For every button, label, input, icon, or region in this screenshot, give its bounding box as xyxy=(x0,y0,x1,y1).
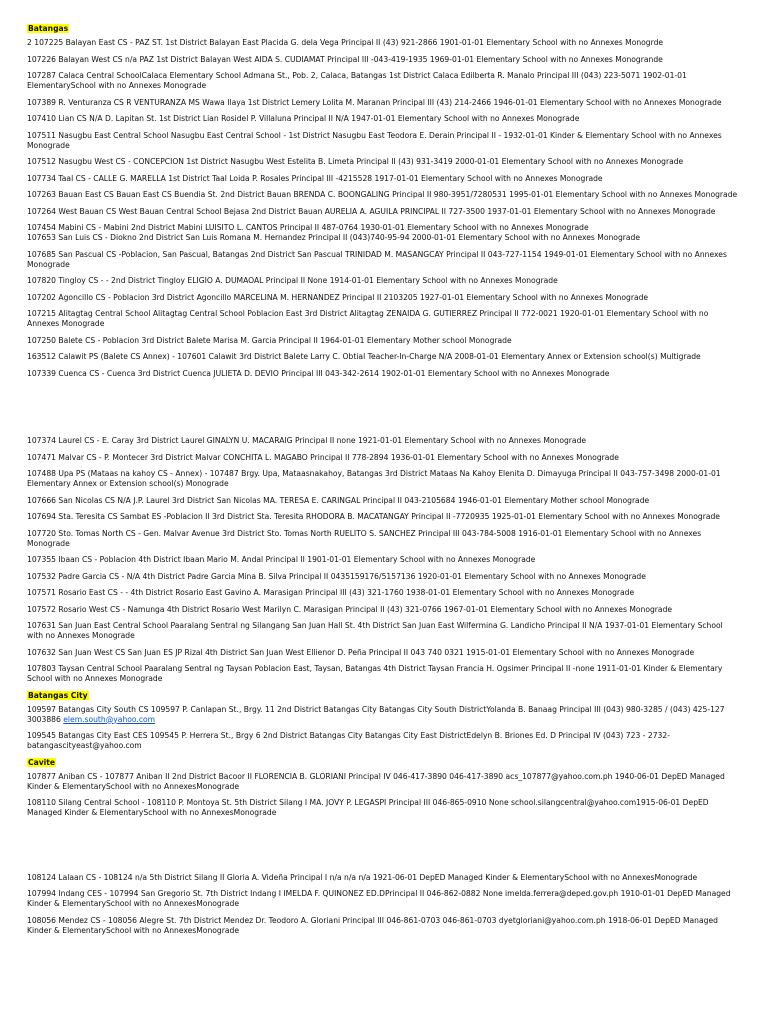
list-item: 107488 Upa PS (Mataas na kahoy CS - Annex) - 107487 Brgy. Upa, Mataasnakahoy, Batangas 3rd District Mataas Na Kahoy Elenita D. Dimayuga Principal II 043-757-3498 2000-01-01 Elementary Annex or Extension school(s) Monograde xyxy=(27,469,721,488)
list-item: 107215 Alitagtag Central School Alitagtag Central School Poblacion East 3rd District Alitagtag ZENAIDA G. GUTIERREZ Principal II 772-0021 1920-01-01 Elementary School with no Annexes Monograde xyxy=(27,309,709,328)
list-item: 108110 Silang Central School - 108110 P. Montoya St. 5th District Silang I MA. JOVY P. LEGASPI Principal III 046-865-0910 None school.silangcentral@yahoo.com1915-06-01 DepED Managed Kinder & ElementarySchool with no AnnexesMonograde xyxy=(27,798,709,817)
document-page xyxy=(27,24,739,942)
list-item: 107355 Ibaan CS - Poblacion 4th District Ibaan Mario M. Andal Principal II 1901-01-01 Elementary School with no Annexes Monograde xyxy=(27,555,536,564)
list-item: 107532 Padre Garcia CS - N/A 4th District Padre Garcia Mina B. Silva Principal II 0435159176/5157136 1920-01-01 Elementary School with no Annexes Monograde xyxy=(27,571,646,581)
list-item: 107471 Malvar CS - P. Montecer 3rd District Malvar CONCHITA L. MAGABO Principal II 778-2894 1936-01-01 Elementary School with no Annexes Monograde xyxy=(27,452,619,462)
list-item: 107877 Aniban CS - 107877 Aniban II 2nd District Bacoor II FLORENCIA B. GLORIANI Principal IV 046-417-3890 046-417-3890 acs_107877@yahoo.com.ph 1940-06-01 DepED Managed Kinder & ElementarySchool with no AnnexesMonograde xyxy=(27,771,725,791)
list-item: 107694 Sta. Teresita CS Sambat ES -Poblacion II 3rd District Sta. Teresita RHODORA B. MACATANGAY Principal II -7720935 1925-01-01 Elementary School with no Annexes Monograde xyxy=(27,512,720,521)
section-heading-batangas: Batangas xyxy=(28,24,69,33)
list-item: 107454 Mabini CS - Mabini 2nd District Mabini LUISITO L. CANTOS Principal II 487-0764 1930-01-01 Elementary School with no Annexes Monograde xyxy=(27,223,589,232)
list-item: 107631 San Juan East Central School Paaralang Sentral ng Silangang San Juan Hall St. 4th District San Juan East Wilfermina G. Landicho Principal II N/A 1937-01-01 Elementary School with no Annexes Monograde xyxy=(27,621,723,640)
list-item: 107994 Indang CES - 107994 San Gregorio St. 7th District Indang I IMELDA F. QUINONEZ ED.DPrincipal II 046-862-0882 None imelda.ferrera@deped.gov.ph 1910-01-01 DepED Managed Kinder & ElementarySchool with no AnnexesMonograde xyxy=(27,889,731,908)
list-item: 107389 R. Venturanza CS R VENTURANZA MS Wawa Ilaya 1st District Lemery Lolita M. Maranan Principal III (43) 214-2466 1946-01-01 Elementary School with no Annexes Monograde xyxy=(27,97,722,107)
list-item: 163512 Calawit PS (Balete CS Annex) - 107601 Calawit 3rd District Balete Larry C. Obtial Teacher-In-Charge N/A 2008-01-01 Elementary Annex or Extension school(s) Multigrade xyxy=(27,352,701,361)
list-item: 107287 Calaca Central SchoolCalaca Elementary School Admana St., Pob. 2, Calaca, Batangas 1st District Calaca Edilberta R. Manalo Principal III (043) 223-5071 1902-01-01 ElementarySchool with no Annexes Monograde xyxy=(27,71,687,90)
list-item: 108056 Mendez CS - 108056 Alegre St. 7th District Mendez Dr. Teodoro A. Gloriani Principal III 046-861-0703 046-861-0703 dyetgloriani@yahoo.com.ph 1918-06-01 DepED Managed Kinder & ElementarySchool with no AnnexesMonograde xyxy=(27,915,718,935)
list-item: 107410 Lian CS N/A D. Lapitan St. 1st District Lian Rosidel P. Villaluna Principal II N/A 1947-01-01 Elementary School with no Annexes Monograde xyxy=(27,114,580,123)
list-item: 107226 Balayan West CS n/a PAZ 1st District Balayan West AIDA S. CUDIAMAT Principal III -043-419-1935 1969-01-01 Elementary School with no Annexes Monogrande xyxy=(27,54,663,64)
section-heading-cavite: Cavite xyxy=(28,757,56,767)
list-item: 107264 West Bauan CS West Bauan Central School Bejasa 2nd District Bauan AURELIA A. AGUILA PRINCIPAL II 727-3500 1937-01-01 Elementary School with no Annexes Monograde xyxy=(27,206,716,216)
list-item: 107339 Cuenca CS - Cuenca 3rd District Cuenca JULIETA D. DEVIO Principal III 043-342-2614 1902-01-01 Elementary School with no Annexes Monograde xyxy=(27,368,610,378)
list-item: 107374 Laurel CS - E. Caray 3rd District Laurel GINALYN U. MACARAIG Principal II none 1921-01-01 Elementary School with no Annexes Monograde xyxy=(27,436,587,445)
list-item: 107511 Nasugbu East Central School Nasugbu East Central School - 1st District Nasugbu East Teodora E. Derain Principal II - 1932-01-01 Kinder & Elementary School with no Annexes Monograde xyxy=(27,130,722,150)
list-item-text: 109597 Batangas City South CS 109597 P. Canlapan St., Brgy. 11 2nd District Batangas City Batangas City South DistrictYolanda B. Banaag Principal III (043) 980-3285 / (043) 425-127 3003886 xyxy=(27,704,725,724)
blank-space xyxy=(27,825,739,873)
email-link[interactable]: elem.south@yahoo.com xyxy=(63,714,156,724)
list-item: 107734 Taal CS - CALLE G. MARELLA 1st District Taal Loida P. Rosales Principal III -4215528 1917-01-01 Elementary School with no Annexes Monograde xyxy=(27,173,603,183)
list-item: 107571 Rosario East CS - - 4th District Rosario East Gavino A. Marasigan Principal III (43) 321-1760 1938-01-01 Elementary School with no Annexes Monograde xyxy=(27,588,635,597)
blank-space xyxy=(27,385,739,436)
list-item: 107653 San Luis CS - Diokno 2nd District San Luis Romana M. Hernandez Principal II (043)740-95-94 2000-01-01 Elementary School with no Annexes Monograde xyxy=(27,233,641,242)
list-item: 107820 Tingloy CS - - 2nd District Tingloy ELIGIO A. DUMAOAL Principal II None 1914-01-01 Elementary School with no Annexes Monograde xyxy=(27,276,558,285)
list-item: 107632 San Juan West CS San Juan ES JP Rizal 4th District San Juan West Ellienor D. Peña Principal II 043 740 0321 1915-01-01 Elementary School with no Annexes Monograde xyxy=(27,647,695,657)
list-item-text: 109545 Batangas City East CES 109545 P. Herrera St., Brgy 6 2nd District Batangas City Batangas City East DistrictEdelyn B. Briones Ed. D Principal IV (043) 723 - 2732-batangascityeast@yahoo.com xyxy=(27,731,670,750)
list-item: 107263 Bauan East CS Bauan East CS Buendia St. 2nd District Bauan BRENDA C. BOONGALING Principal II 980-3951/7280531 1995-01-01 Elementary School with no Annexes Monograde xyxy=(27,190,738,199)
section-heading-batangas-city: Batangas City xyxy=(28,690,88,700)
list-item xyxy=(27,705,739,725)
list-item: 108124 Lalaan CS - 108124 n/a 5th District Silang II Gloria A. Videña Principal I n/a n/a n/a 1921-06-01 DepED Managed Kinder & ElementarySchool with no AnnexesMonograde xyxy=(27,872,698,882)
list-item xyxy=(27,731,739,751)
list-item: 107250 Balete CS - Poblacion 3rd District Balete Marisa M. Garcia Principal II 1964-01-01 Elementary Mother school Monograde xyxy=(27,335,512,345)
list-item: 107803 Taysan Central School Paaralang Sentral ng Taysan Poblacion East, Taysan, Batangas 4th District Taysan Francia H. Ogsimer Principal II -none 1911-01-01 Kinder & Elementary School with no Annexes Monograde xyxy=(27,664,723,683)
list-item: 107720 Sto. Tomas North CS - Gen. Malvar Avenue 3rd District Sto. Tomas North RUELITO S. SANCHEZ Principal III 043-784-5008 1916-01-01 Elementary School with no Annexes Monograde xyxy=(27,528,702,548)
list-item: 2 107225 Balayan East CS - PAZ ST. 1st District Balayan East Placida G. dela Vega Principal II (43) 921-2866 1901-01-01 Elementary School with no Annexes Monogrde xyxy=(27,38,664,47)
list-item: 107202 Agoncillo CS - Poblacion 3rd District Agoncillo MARCELINA M. HERNANDEZ Principal II 2103205 1927-01-01 Elementary School with no Annexes Monograde xyxy=(27,292,649,302)
list-item: 107666 San Nicolas CS N/A J.P. Laurel 3rd District San Nicolas MA. TERESA E. CARINGAL Principal II 043-2105684 1946-01-01 Elementary Mother school Monograde xyxy=(27,495,650,505)
list-item: 107572 Rosario West CS - Namunga 4th District Rosario West Marilyn C. Marasigan Principal II (43) 321-0766 1967-01-01 Elementary School with no Annexes Monograde xyxy=(27,604,673,614)
list-item: 107685 San Pascual CS -Poblacion, San Pascual, Batangas 2nd District San Pascual TRINIDAD M. MASANGCAY Principal II 043-727-1154 1949-01-01 Elementary School with no Annexes Monograde xyxy=(27,249,727,269)
list-item: 107512 Nasugbu West CS - CONCEPCION 1st District Nasugbu West Estelita B. Limeta Principal II (43) 931-3419 2000-01-01 Elementary School with no Annexes Monograde xyxy=(27,157,684,166)
